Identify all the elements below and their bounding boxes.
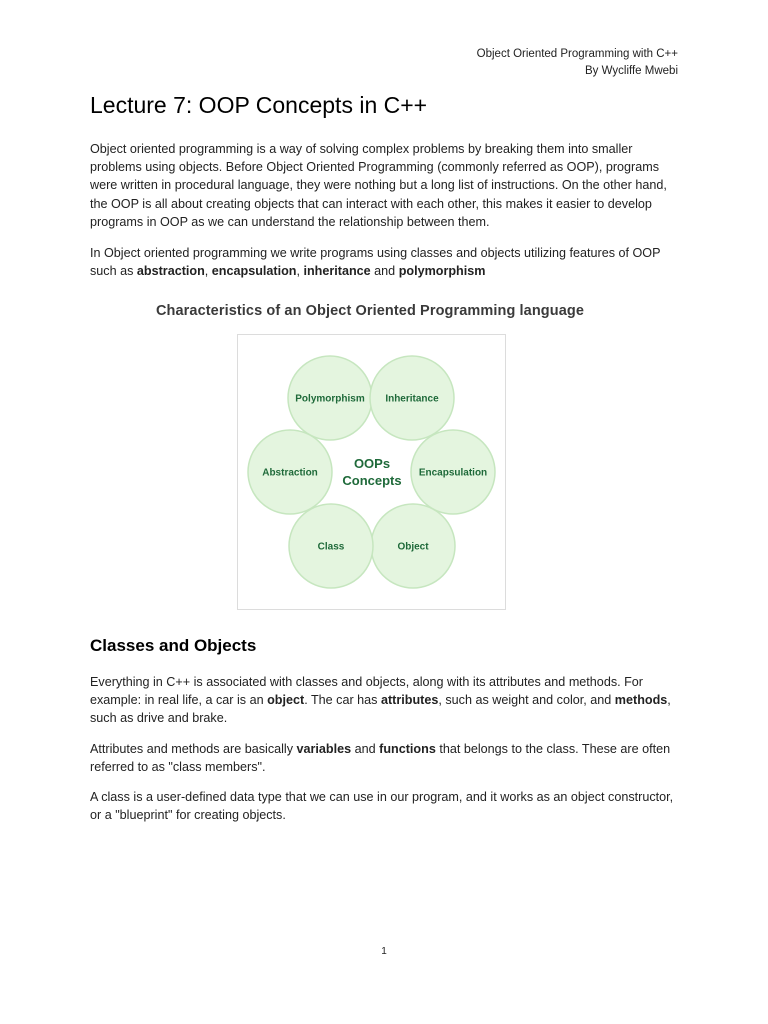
concept-label: Class	[317, 541, 345, 553]
term-functions: functions	[379, 742, 436, 756]
concept-label: Inheritance	[385, 393, 439, 405]
section-p2-text: that belongs to the class. These are often referred to as "class members".	[90, 742, 671, 775]
concept-label: Encapsulation	[418, 467, 488, 479]
section-heading: Classes and Objects	[90, 636, 257, 655]
section-p1-text: . The car has	[304, 693, 381, 708]
concept-node-class	[289, 504, 373, 588]
intro-p2-text: In Object oriented programming we write programs using classes and objects utilizing features of OOP such as	[90, 246, 661, 279]
concept-node-inheritance	[370, 356, 454, 440]
term-methods: methods	[614, 693, 668, 708]
lecture-title: Lecture 7: OOP Concepts in C++	[90, 92, 428, 118]
concept-label: Abstraction	[262, 467, 318, 479]
section-paragraph-2	[90, 740, 682, 776]
figure-title: Characteristics of an Object Oriented Programming language	[155, 303, 584, 319]
section-p1-text: , such as drive and brake.	[90, 693, 671, 726]
concept-node-polymorphism	[288, 356, 372, 440]
term-polymorphism: polymorphism	[398, 264, 486, 279]
oop-concepts-svg	[238, 335, 505, 609]
term-object: object	[267, 693, 305, 708]
section-p1-text: Everything in C++ is associated with classes and objects, along with its attributes and methods. For example: in real life, a car is an	[90, 675, 644, 708]
section-paragraph-3: A class is a user-defined data type that we can use in our program, and it works as an object constructor, or a "blueprint" for creating objects.	[90, 790, 674, 823]
section-p2-text: Attributes and methods are basically	[90, 742, 297, 756]
term-variables: variables	[296, 742, 352, 756]
term-attributes: attributes	[380, 693, 439, 708]
intro-p2-and: and	[370, 264, 399, 279]
header-course: Object Oriented Programming with C++	[476, 48, 678, 60]
concept-node-object	[371, 504, 455, 588]
concept-label: Polymorphism	[295, 393, 365, 405]
diagram-center-line-1: OOPs	[353, 456, 391, 471]
intro-paragraph-2	[90, 244, 682, 280]
diagram-center-line-2: Concepts	[342, 473, 402, 488]
intro-paragraph-1: Object oriented programming is a way of solving complex problems by breaking them into smaller problems using objects. Before Object Oriented Programming (commonly referred as OOP), programs were written in procedural language, they were nothing but a long list of instructions. On the other hand, the OOP is all about creating objects that can interact with each other, this makes it easier to develop programs in OOP as we can understand the relationship between them.	[90, 142, 667, 229]
concept-node-abstraction	[248, 430, 332, 514]
concept-node-encapsulation	[411, 430, 495, 514]
header-author: By Wycliffe Mwebi	[585, 65, 678, 77]
page-number: 1	[381, 946, 387, 957]
intro-p2-sep: ,	[296, 264, 304, 279]
page-header	[477, 46, 678, 80]
term-inheritance: inheritance	[303, 264, 371, 279]
term-abstraction: abstraction	[136, 264, 205, 279]
section-paragraph-1	[90, 673, 682, 728]
section-p1-text: , such as weight and color, and	[438, 693, 615, 708]
section-p2-and: and	[351, 742, 380, 756]
intro-p2-sep: ,	[204, 264, 212, 279]
concept-label: Object	[397, 541, 429, 553]
term-encapsulation: encapsulation	[211, 264, 297, 279]
oop-concepts-diagram	[237, 334, 506, 610]
